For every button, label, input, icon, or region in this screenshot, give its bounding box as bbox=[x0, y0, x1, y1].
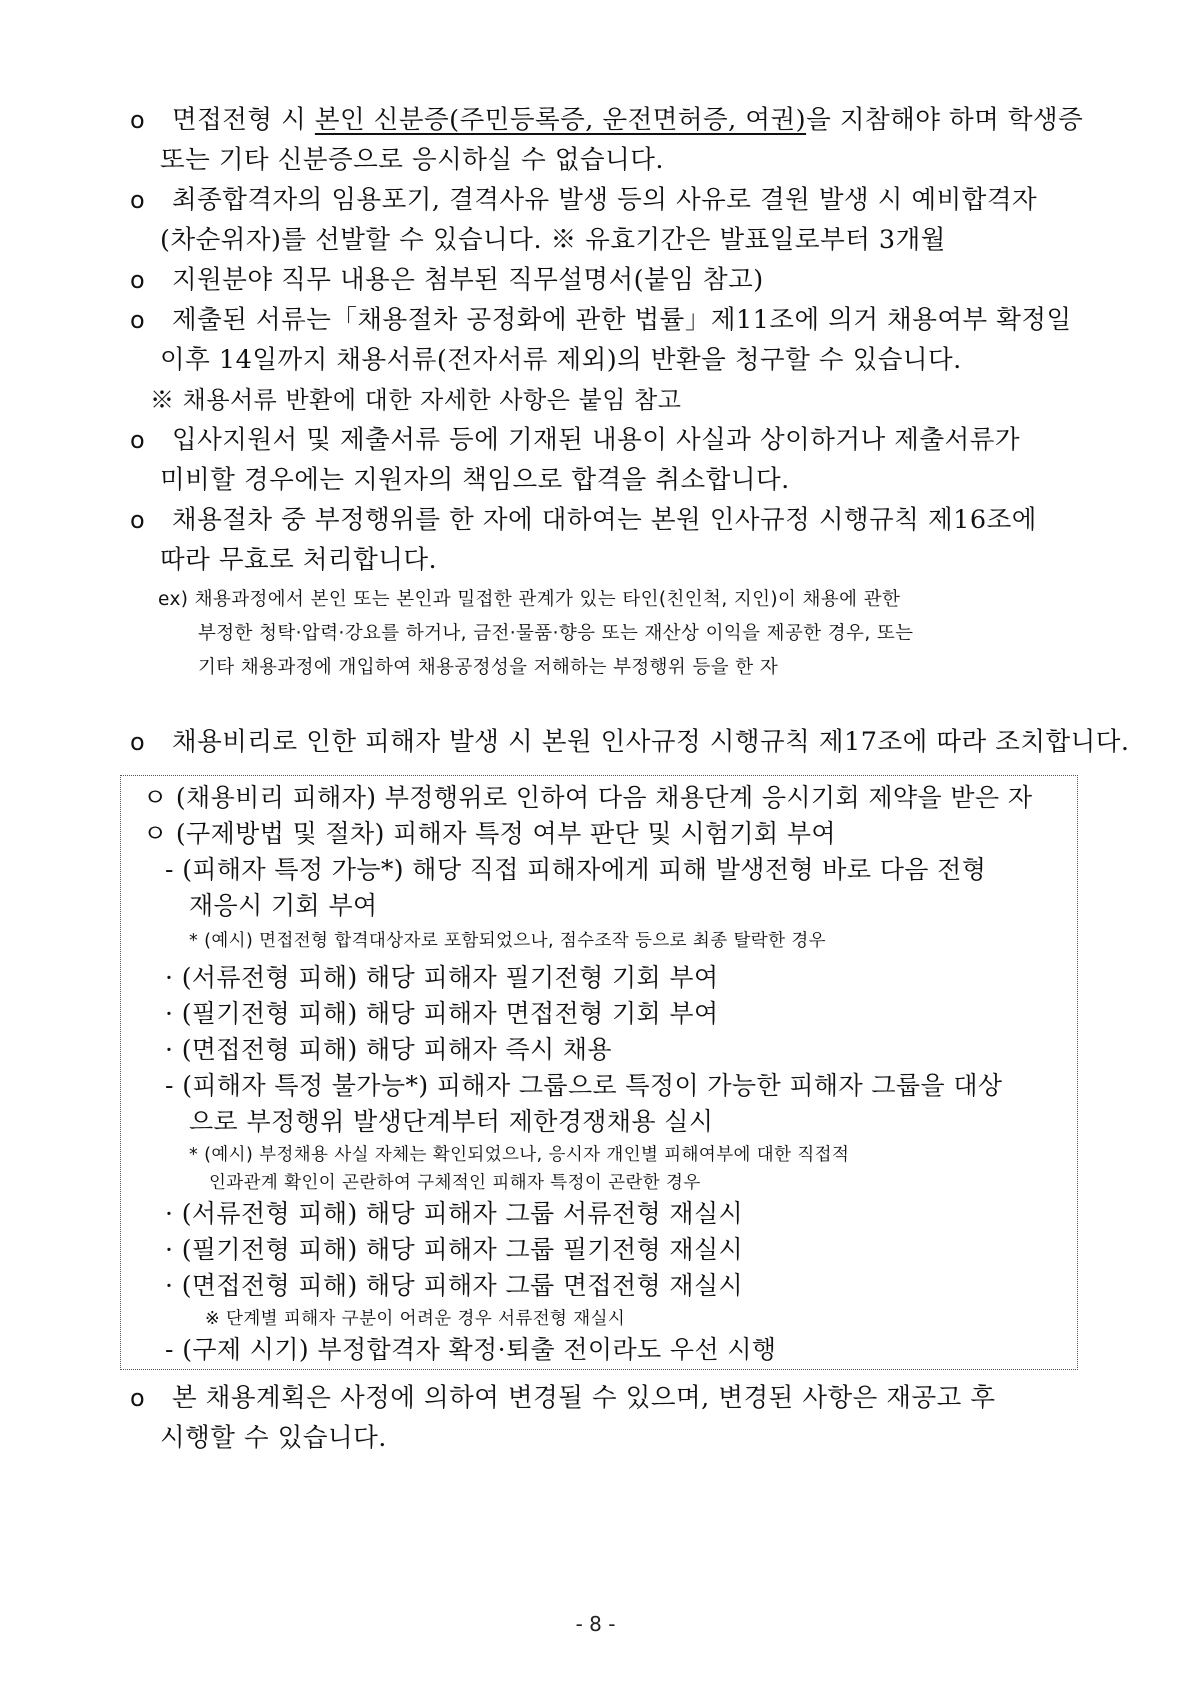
box-line: · (서류전형 피해) 해당 피해자 그룹 서류전형 재실시 bbox=[165, 1199, 744, 1228]
notice-line: 지원분야 직무 내용은 첨부된 직무설명서(붙임 참고) bbox=[172, 265, 764, 295]
box-line: ㅇ (구제방법 및 절차) 피해자 특정 여부 판단 및 시험기회 부여 bbox=[143, 819, 836, 848]
notice-line: (차순위자)를 선발할 수 있습니다. ※ 유효기간은 발표일로부터 3개월 bbox=[160, 225, 946, 255]
bullet-circle: o bbox=[130, 728, 146, 756]
notice-line: 최종합격자의 임용포기, 결격사유 발생 등의 사유로 결원 발생 시 예비합격자 bbox=[172, 185, 1038, 215]
box-line: · (필기전형 피해) 해당 피해자 면접전형 기회 부여 bbox=[165, 999, 719, 1028]
page-number: - 8 - bbox=[575, 1612, 616, 1636]
box-line: 으로 부정행위 발생단계부터 제한경쟁채용 실시 bbox=[189, 1107, 714, 1136]
box-line: · (면접전형 피해) 해당 피해자 그룹 면접전형 재실시 bbox=[165, 1271, 744, 1300]
notice-item-document-return bbox=[130, 300, 1080, 380]
example-line: ex) 채용과정에서 본인 또는 본인과 밀접한 관계가 있는 타인(친인척, 지인)이 채용에 관한 bbox=[158, 589, 901, 610]
victim-relief-box bbox=[120, 775, 1078, 1370]
box-example-note: * (예시) 부정채용 사실 자체는 확인되었으나, 응시자 개인별 피해여부에 대한 직접적 bbox=[189, 1145, 850, 1165]
box-stage-note: ※ 단계별 피해자 구분이 어려운 경우 서류전형 재실시 bbox=[205, 1309, 626, 1329]
box-line: - (피해자 특정 불가능*) 피해자 그룹으로 특정이 가능한 피해자 그룹을 대상 bbox=[165, 1071, 1003, 1100]
example-line: 기타 채용과정에 개입하여 채용공정성을 저해하는 부정행위 등을 한 자 bbox=[198, 657, 779, 678]
box-line: - (피해자 특정 가능*) 해당 직접 피해자에게 피해 발생전형 바로 다음 전형 bbox=[165, 855, 987, 884]
bullet-circle: o bbox=[130, 1384, 146, 1412]
underlined-id-card-text: 본인 신분증(주민등록증, 운전면허증, 여권) bbox=[314, 105, 807, 135]
box-line: · (서류전형 피해) 해당 피해자 필기전형 기회 부여 bbox=[165, 963, 719, 992]
notice-line: 미비할 경우에는 지원자의 책임으로 합격을 취소합니다. bbox=[160, 465, 790, 495]
notice-item-victim-measures bbox=[130, 722, 1130, 762]
return-note: ※ 채용서류 반환에 대한 자세한 사항은 붙임 참고 bbox=[150, 386, 682, 414]
notice-line: 본 채용계획은 사정에 의하여 변경될 수 있으며, 변경된 사항은 재공고 후 bbox=[172, 1383, 996, 1413]
notice-line: 면접전형 시 본인 신분증(주민등록증, 운전면허증, 여권)을 지참해야 하며 학생증 bbox=[172, 105, 1084, 135]
notice-item-misconduct bbox=[130, 500, 1080, 580]
notice-line: 제출된 서류는「채용절차 공정화에 관한 법률」제11조에 의거 채용여부 확정일 bbox=[172, 305, 1072, 335]
notice-line: 또는 기타 신분증으로 응시하실 수 없습니다. bbox=[160, 145, 665, 175]
box-example-note: * (예시) 면접전형 합격대상자로 포함되었으나, 점수조작 등으로 최종 탈락한 경우 bbox=[189, 931, 826, 951]
box-line: - (구제 시기) 부정합격자 확정·퇴출 전이라도 우선 시행 bbox=[165, 1335, 777, 1364]
notice-item-reserve-candidate bbox=[130, 180, 1080, 260]
notice-line: 따라 무효로 처리합니다. bbox=[160, 545, 438, 575]
box-line: · (면접전형 피해) 해당 피해자 즉시 채용 bbox=[165, 1035, 612, 1064]
notice-item-id-card bbox=[130, 100, 1084, 180]
notice-line: 채용절차 중 부정행위를 한 자에 대하여는 본원 인사규정 시행규칙 제16조에 bbox=[172, 505, 1037, 535]
box-line: · (필기전형 피해) 해당 피해자 그룹 필기전형 재실시 bbox=[165, 1235, 744, 1264]
notice-line: 입사지원서 및 제출서류 등에 기재된 내용이 사실과 상이하거나 제출서류가 bbox=[172, 425, 1020, 455]
bullet-circle: o bbox=[130, 106, 146, 134]
notice-line: 이후 14일까지 채용서류(전자서류 제외)의 반환을 청구할 수 있습니다. bbox=[160, 345, 962, 375]
bullet-circle: o bbox=[130, 426, 146, 454]
notice-line: 채용비리로 인한 피해자 발생 시 본원 인사규정 시행규칙 제17조에 따라 조치합니다. bbox=[172, 727, 1130, 757]
bullet-circle: o bbox=[130, 306, 146, 334]
notice-item-job-description bbox=[130, 260, 1080, 300]
box-example-note: 인과관계 확인이 곤란하여 구체적인 피해자 특정이 곤란한 경우 bbox=[209, 1173, 701, 1193]
box-line: 재응시 기회 부여 bbox=[189, 891, 378, 920]
misconduct-example bbox=[158, 583, 1080, 685]
bullet-circle: o bbox=[130, 186, 146, 214]
box-line: ㅇ (채용비리 피해자) 부정행위로 인하여 다음 채용단계 응시기회 제약을 받은 자 bbox=[143, 783, 1033, 812]
notice-line: 시행할 수 있습니다. bbox=[160, 1423, 387, 1453]
bullet-circle: o bbox=[130, 506, 146, 534]
bullet-circle: o bbox=[130, 266, 146, 294]
notice-item-false-info bbox=[130, 420, 1080, 500]
notice-item-plan-change bbox=[130, 1378, 1080, 1458]
example-line: 부정한 청탁·압력·강요를 하거나, 금전·물품·향응 또는 재산상 이익을 제공한 경우, 또는 bbox=[198, 623, 914, 644]
